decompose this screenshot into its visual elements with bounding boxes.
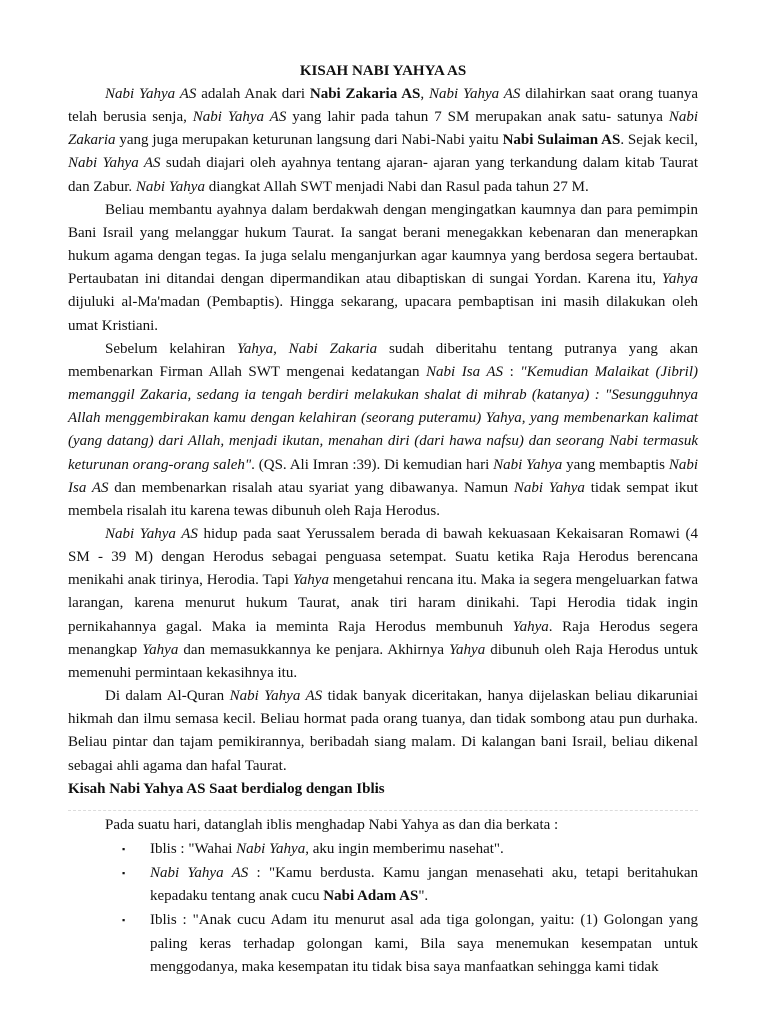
text-run: sudah diberitahu tentang putranya yang akan membenarkan Firman Allah SWT mengenai kedatangan <box>68 340 698 380</box>
text-run: Nabi Yahya <box>236 840 306 857</box>
paragraph-5 <box>68 685 698 778</box>
dialog-list <box>68 838 698 979</box>
text-run: : "Kamu berdusta. Kamu jangan menasehati aku, tetapi beritahukan kepadaku tentang anak cucu <box>150 864 699 905</box>
text-run: Nabi Zakaria AS <box>309 86 421 102</box>
text-run: . Raja Herodus segera menangkap <box>68 618 698 658</box>
text-run: yang lahir pada tahun 7 SM merupakan anak satu- satunya <box>286 109 669 126</box>
text-run: Nabi Yahya AS <box>105 86 197 102</box>
text-run: Nabi Sulaiman AS <box>502 132 621 149</box>
paragraph-4 <box>68 523 698 685</box>
text-run: Nabi Zakaria <box>288 340 378 357</box>
paragraph-2 <box>68 199 698 338</box>
text-run: yang juga merupakan keturunan langsung dari Nabi-Nabi yaitu <box>115 132 503 149</box>
text-run: Nabi Yahya <box>513 479 585 496</box>
text-run: Nabi Yahya AS <box>150 864 249 881</box>
text-run: hidup pada saat Yerussalem berada di bawah kekuasaan Kekaisaran Romawi (4 SM - 39 M) dengan Herodus sebagai penguasa setempat. Suatu ketika Raja Herodus berencana menikahi anak tirinya, Herodia. Tapi <box>68 525 698 589</box>
text-run: Nabi Adam AS <box>323 888 419 905</box>
square-bullet-icon: ▪ <box>122 915 126 926</box>
text-run: . (QS. Ali Imran :39). Di kemudian hari <box>251 456 494 473</box>
text-run: Yahya <box>661 271 698 288</box>
text-run: dilahirkan saat orang tuanya telah berusia senja, <box>68 86 699 126</box>
text-run: Nabi Isa AS <box>68 456 699 496</box>
list-item <box>68 838 698 861</box>
text-run: Nabi Yahya AS <box>105 525 198 542</box>
text-run: Nabi Yahya AS <box>192 109 287 126</box>
square-bullet-icon: ▪ <box>122 843 126 854</box>
text-run: dibunuh oleh Raja Herodus untuk memenuhi permintaan kekasihnya itu. <box>68 641 698 681</box>
text-run: tidak banyak diceritakan, hanya dijelaskan beliau dikaruniai hikmah dan ilmu semasa kecil. Beliau hormat pada orang tuanya, dan tidak sombong atau pun durhaka. Beliau pintar dan tajam pemikirannya, beribadah siang malam. Di kalangan bani Israil, beliau dikenal sebagai ahli agama dan hafal Taurat. <box>68 688 698 774</box>
text-run: Nabi Yahya <box>135 178 205 195</box>
text-run: yang membaptis <box>562 456 669 473</box>
text-run: Yahya <box>292 572 329 589</box>
text-run: sudah diajari oleh ayahnya tentang ajaran- ajaran yang terkandung dalam kitab Taurat dan Zabur. <box>68 155 698 195</box>
list-item <box>68 909 698 979</box>
square-bullet-icon: ▪ <box>122 867 126 878</box>
text-run: dan memasukkannya ke penjara. Akhirnya <box>178 641 450 658</box>
text-run: Yahya <box>142 641 179 658</box>
text-run: adalah Anak dari <box>196 86 310 102</box>
text-run: . Sejak kecil, <box>620 132 698 149</box>
text-run: , <box>420 86 429 102</box>
text-run: Di dalam Al-Quran <box>105 688 230 705</box>
text-run: Nabi Isa AS <box>426 363 504 380</box>
text-run: ". <box>418 888 429 905</box>
text-run: dan membenarkan risalah atau syariat yang dibawanya. Namun <box>108 479 514 496</box>
text-run: Nabi Yahya AS <box>429 86 521 102</box>
text-run: Yahya <box>236 340 274 357</box>
text-run: diangkat Allah SWT menjadi Nabi dan Rasul pada tahun 27 M. <box>204 178 589 195</box>
paragraph-1 <box>68 83 698 199</box>
text-run: dijuluki al-Ma'madan (Pembaptis). Hingga sekarang, upacara pembaptisan ini masih dilakukan oleh umat Kristiani. <box>68 294 698 334</box>
document-body <box>68 60 698 979</box>
text-run: Sebelum kelahiran <box>105 340 237 357</box>
text-run: tidak sempat ikut membela risalah itu karena tewas dibunuh oleh Raja Herodus. <box>68 479 699 519</box>
page-title: KISAH NABI YAHYA AS <box>299 63 467 79</box>
text-run: Iblis : "Anak cucu Adam itu menurut asal ada tiga golongan, yaitu: (1) Golongan yang paling keras terhadap golongan kami, Bila saya menemukan kesempatan untuk menggodanya, maka kesempatan itu tidak bisa saya manfaatkan sehingga kami tidak <box>150 912 698 975</box>
text-run: Nabi Yahya <box>493 456 563 473</box>
text-run: Nabi Yahya AS <box>229 688 323 705</box>
dialog-intro: Pada suatu hari, datanglah iblis menghadap Nabi Yahya as dan dia berkata : <box>105 816 559 833</box>
paragraph-3 <box>68 338 698 523</box>
text-run: Yahya <box>449 641 486 658</box>
quran-quote: "Kemudian Malaikat (Jibril) memanggil Zakaria, sedang ia tengah berdiri melakukan shalat di mihrab (katanya) : "Sesungguhnya Allah menggembirakan kamu dengan kelahiran (seorang puteramu) Yahya, yang membenarkan kalimat (yang datang) dari Allah, menjadi ikutan, menahan diri (dari hawa nafsu) dan seorang Nabi termasuk keturunan orang-orang saleh" <box>68 363 698 473</box>
text-run: mengetahui rencana itu. Maka ia segera mengeluarkan fatwa larangan, karena menurut hukum Taurat, anak tiri haram dinikahi. Tapi Herodia tidak ingin pernikahannya gagal. Maka ia meminta Raja Herodus membunuh <box>68 572 698 635</box>
text-run: Yahya <box>512 618 549 635</box>
text-run: Nabi Zakaria <box>68 109 698 149</box>
text-run: , <box>273 340 289 357</box>
text-run: Beliau membantu ayahnya dalam berdakwah dengan mengingatkan kaumnya dan para pemimpin Bani Israil yang melanggar hukum Taurat. Ia sangat berani menegakkan kebenaran dan menerapkan hukum agama dengan tegas. Ia juga selalu menganjurkan agar kaumnya yang berdosa segera bertaubat. Pertaubatan ini ditandai dengan dipermandikan atau dibaptiskan di sungai Yordan. Karena itu, <box>68 201 698 288</box>
text-run: : <box>503 363 521 380</box>
text-run: Iblis : "Wahai <box>150 840 237 857</box>
divider <box>68 810 698 811</box>
text-run: Nabi Yahya AS <box>68 155 161 172</box>
section-heading: Kisah Nabi Yahya AS Saat berdialog dengan Iblis <box>68 780 385 797</box>
text-run: , aku ingin memberimu nasehat". <box>305 840 504 857</box>
list-item <box>68 862 698 908</box>
